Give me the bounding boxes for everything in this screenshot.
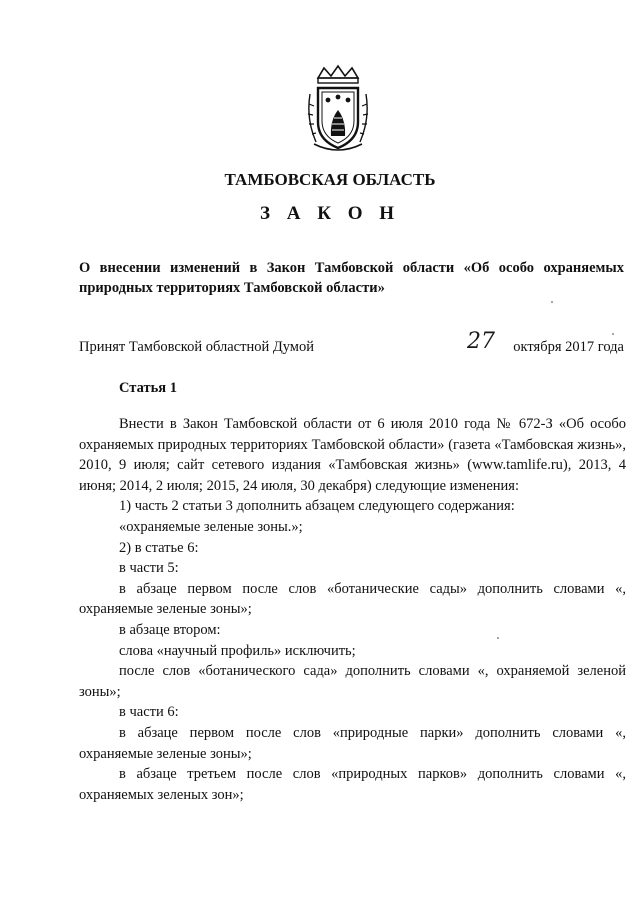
scan-speck bbox=[612, 333, 614, 335]
law-title: О внесении изменений в Закон Тамбовской области «Об особо охраняемых природных территориях Тамбовской области» bbox=[79, 260, 624, 296]
article-heading: Статья 1 bbox=[119, 380, 177, 396]
article-body bbox=[79, 414, 626, 805]
adoption-text: Принят Тамбовской областной Думой bbox=[79, 339, 314, 355]
adoption-line bbox=[79, 329, 624, 361]
adoption-day-handwritten: 27 bbox=[467, 329, 495, 354]
article-paragraph: в части 5: bbox=[119, 560, 179, 577]
article-paragraph: 1) часть 2 статьи 3 дополнить абзацем следующего содержания: bbox=[119, 498, 515, 515]
region-name: ТАМБОВСКАЯ ОБЛАСТЬ bbox=[224, 170, 436, 189]
document-type: З А К О Н bbox=[259, 203, 401, 224]
article-paragraph: в абзаце первом после слов «ботанические сады» дополнить словами «, охраняемые зеленые зоны»; bbox=[79, 580, 626, 618]
article-paragraph: Внести в Закон Тамбовской области от 6 июля 2010 года № 672-З «Об особо охраняемых природных территориях Тамбовской области» (газета «Тамбовская жизнь», 2010, 9 июля; сайт сетевого издания «Тамбовская жизнь» (www.tamlife.ru), 2013, 4 июня; 2014, 2 июля; 2015, 24 июля, 30 декабря) следующие изменения: bbox=[79, 416, 626, 494]
scan-speck bbox=[497, 637, 499, 639]
article-paragraph: в части 6: bbox=[119, 704, 179, 721]
tambov-coat-of-arms-icon bbox=[304, 64, 372, 154]
article-paragraph: в абзаце первом после слов «природные парки» дополнить словами «, охраняемые зеленые зоны»; bbox=[79, 724, 626, 762]
article-paragraph: в абзаце втором: bbox=[119, 621, 221, 638]
article-paragraph: 2) в статье 6: bbox=[119, 539, 199, 556]
article-paragraph: в абзаце третьем после слов «природных парков» дополнить словами «, охраняемых зеленых зон»; bbox=[79, 766, 626, 803]
article-paragraph: после слов «ботанического сада» дополнить словами «, охраняемой зеленой зоны»; bbox=[79, 663, 626, 700]
article-paragraph: «охраняемые зеленые зоны.»; bbox=[119, 518, 303, 535]
article-paragraph: слова «научный профиль» исключить; bbox=[119, 642, 356, 659]
scan-speck bbox=[551, 301, 553, 303]
adoption-date: октября 2017 года bbox=[513, 339, 624, 355]
